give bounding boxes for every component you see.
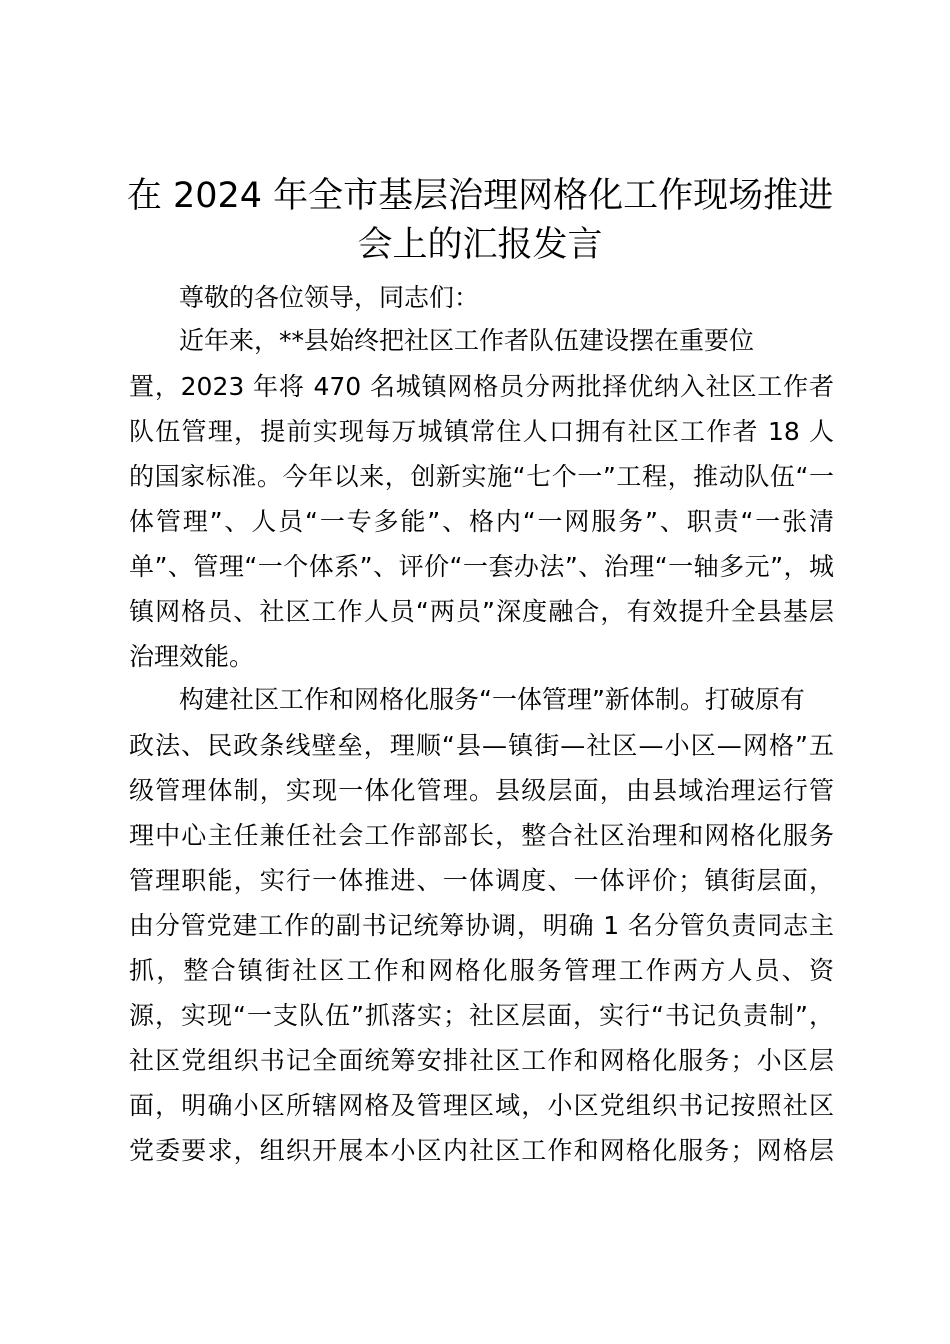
- paragraph-2-line-10: 面，明确小区所辖网格及管理区域，小区党组织书记按照社区: [129, 1091, 834, 1120]
- paragraph-2-line-8: 源，实现“一支队伍”抓落实；社区层面，实行“书记负责制”，: [129, 1001, 834, 1030]
- paragraph-2-line-1: 构建社区工作和网格化服务“一体管理”新体制。打破原有: [179, 685, 805, 714]
- paragraph-1-line-7: 镇网格员、社区工作人员“两员”深度融合，有效提升全县基层: [129, 597, 834, 626]
- paragraph-2-line-9: 社区党组织书记全面统筹安排社区工作和网格化服务；小区层: [129, 1046, 834, 1075]
- paragraph-2-line-2: 政法、民政条线壁垒，理顺“县—镇街—社区—小区—网格”五: [129, 731, 834, 760]
- paragraph-2-line-11: 党委要求，组织开展本小区内社区工作和网格化服务；网格层: [129, 1136, 834, 1165]
- paragraph-2-line-4: 理中心主任兼任社会工作部部长，整合社区治理和网格化服务: [129, 821, 834, 850]
- paragraph-1-line-5: 体管理”、人员“一专多能”、格内“一网服务”、职责“一张清: [129, 507, 834, 536]
- paragraph-1-line-1: 近年来，**县始终把社区工作者队伍建设摆在重要位: [179, 326, 755, 355]
- document-title: [110, 172, 850, 270]
- paragraph-1-line-3: 队伍管理，提前实现每万城镇常住人口拥有社区工作者 18 人: [129, 417, 834, 446]
- paragraph-1-line-8: 治理效能。: [129, 642, 255, 671]
- title-line-1: 在 2024 年全市基层治理网格化工作现场推进: [126, 176, 834, 216]
- paragraph-2-line-7: 抓，整合镇街社区工作和网格化服务管理工作两方人员、资: [129, 956, 834, 985]
- paragraph-2-line-3: 级管理体制，实现一体化管理。县级层面，由县域治理运行管: [129, 776, 834, 805]
- salutation: 尊敬的各位领导，同志们：: [179, 283, 480, 312]
- paragraph-1-line-6: 单”、管理“一个体系”、评价“一套办法”、治理“一轴多元”，城: [129, 552, 834, 581]
- paragraph-2-line-6: 由分管党建工作的副书记统筹协调，明确 1 名分管负责同志主: [129, 911, 834, 940]
- paragraph-2-line-5: 管理职能，实行一体推进、一体调度、一体评价；镇街层面，: [129, 866, 834, 895]
- paragraph-1-line-4: 的国家标准。今年以来，创新实施“七个一”工程，推动队伍“一: [129, 462, 834, 491]
- title-line-2: 会上的汇报发言: [357, 225, 603, 265]
- paragraph-1-line-2: 置，2023 年将 470 名城镇网格员分两批择优纳入社区工作者: [129, 372, 834, 401]
